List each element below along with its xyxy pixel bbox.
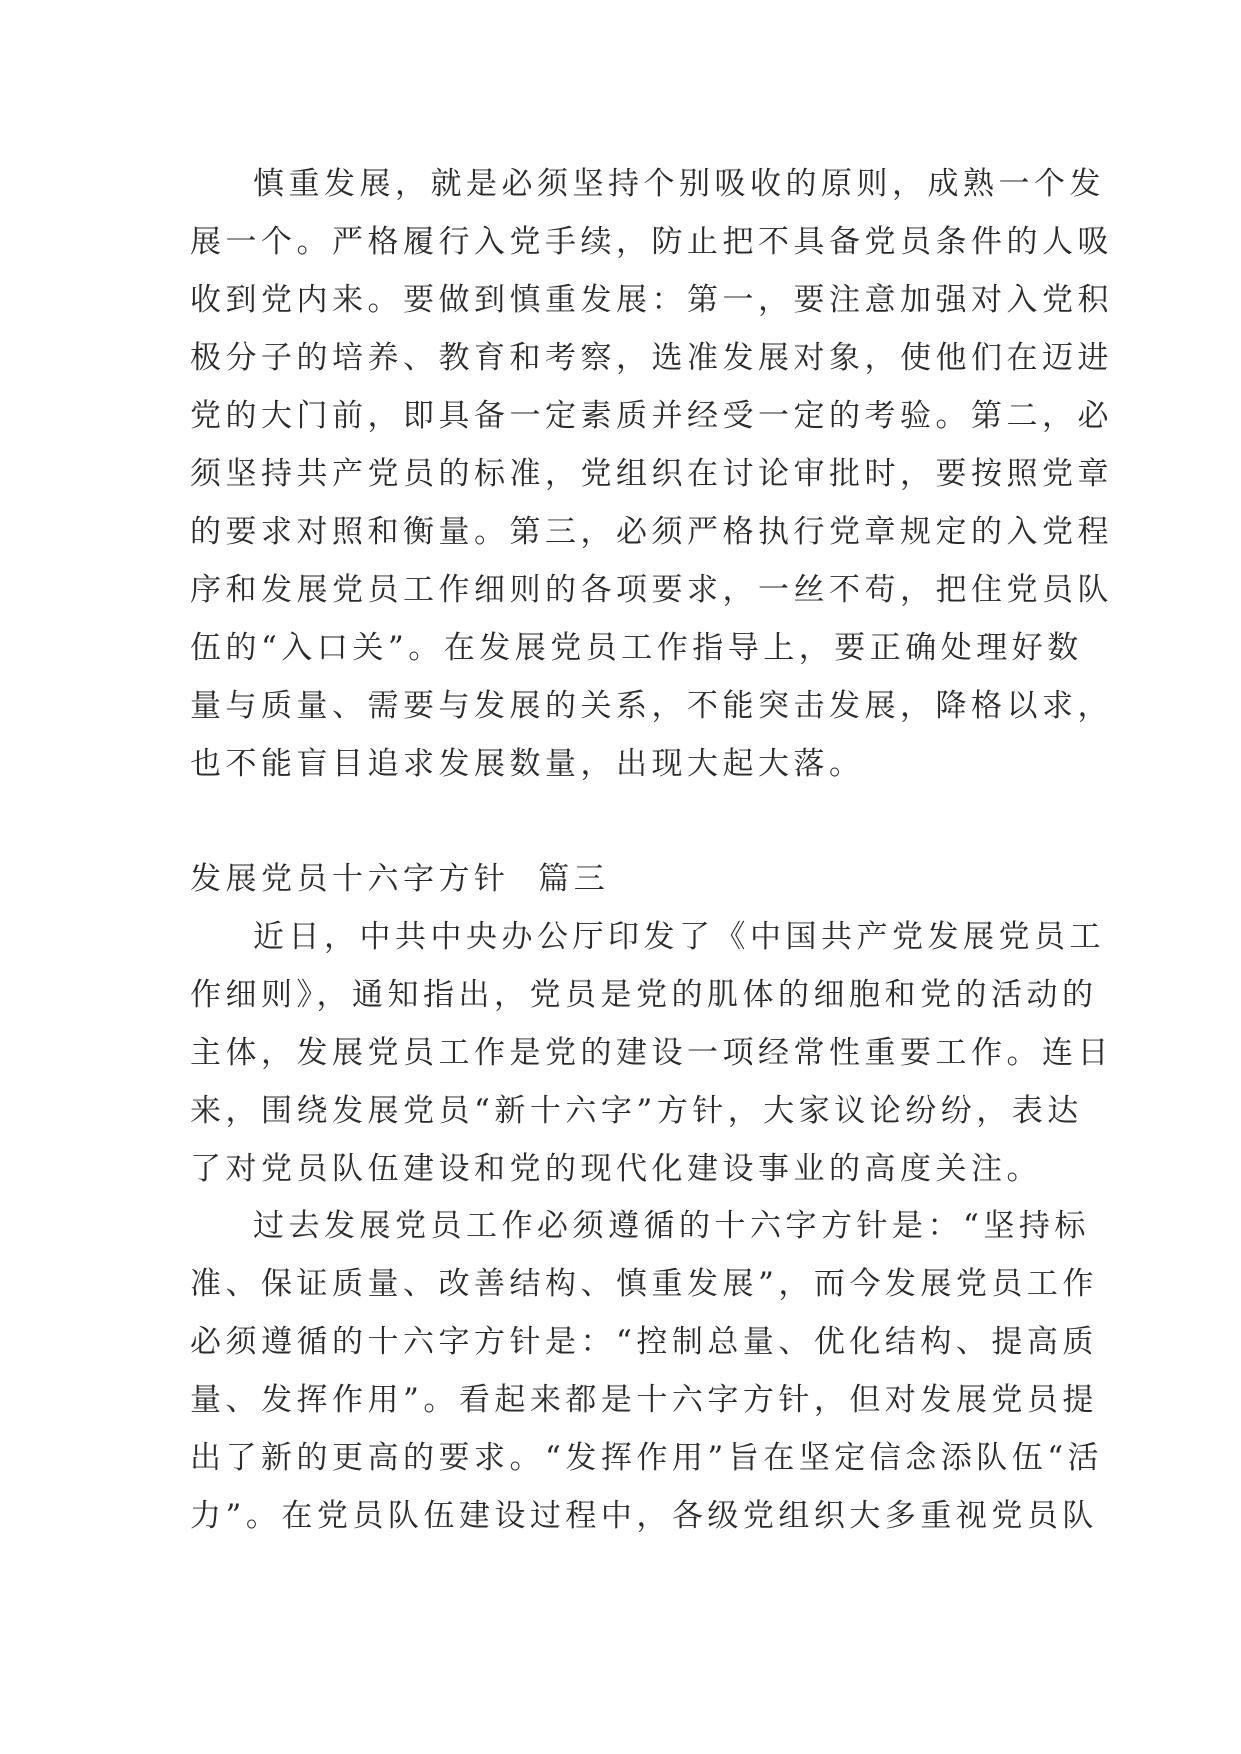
text-line: 量与质量、需要与发展的关系，不能突击发展，降格以求， [190,688,1113,724]
text-line: 必须遵循的十六字方针是：“控制总量、优化结构、提高质 [190,1324,1098,1360]
text-line: 主体，发展党员工作是党的建设一项经常性重要工作。连日 [190,1035,1113,1071]
text-line: 了对党员队伍建设和党的现代化建设事业的高度关注。 [190,1151,1042,1187]
text-line: 来，围绕发展党员“新十六字”方针，大家议论纷纷，表达 [190,1093,1083,1129]
text-line: 出了新的更高的要求。“发挥作用”旨在坚定信念添队伍“活 [190,1440,1104,1476]
text-line: 也不能盲目追求发展数量，出现大起大落。 [190,746,865,782]
text-line: 收到党内来。要做到慎重发展：第一，要注意加强对入党积 [190,282,1113,318]
text-line: 极分子的培养、教育和考察，选准发展对象，使他们在迈进 [190,340,1113,376]
text-line: 力”。在党员队伍建设过程中，各级党组织大多重视党员队 [190,1498,1098,1534]
text-line: 党的大门前，即具备一定素质并经受一定的考验。第二，必 [190,398,1113,434]
text-line: 作细则》，通知指出，党员是党的肌体的细胞和党的活动的 [190,977,1098,1013]
text-line: 准、保证质量、改善结构、慎重发展”，而今发展党员工作 [190,1266,1098,1302]
text-line: 量、发挥作用”。看起来都是十六字方针，但对发展党员提 [190,1382,1098,1418]
text-line: 伍的“入口关”。在发展党员工作指导上，要正确处理好数 [190,630,1083,666]
text-line: 的要求对照和衡量。第三，必须严格执行党章规定的入党程 [190,514,1113,550]
text-line: 序和发展党员工作细则的各项要求，一丝不苟，把住党员队 [190,572,1113,608]
text-line: 须坚持共产党员的标准，党组织在讨论审批时，要按照党章 [190,456,1113,492]
text-line: 近日，中共中央办公厅印发了《中国共产党发展党员工 [253,919,1105,955]
text-line: 展一个。严格履行入党手续，防止把不具备党员条件的人吸 [190,224,1113,260]
text-line: 慎重发展，就是必须坚持个别吸收的原则，成熟一个发 [253,166,1105,202]
section-heading: 发展党员十六字方针 篇三 [190,861,610,897]
text-line: 过去发展党员工作必须遵循的十六字方针是：“坚持标 [253,1208,1090,1244]
